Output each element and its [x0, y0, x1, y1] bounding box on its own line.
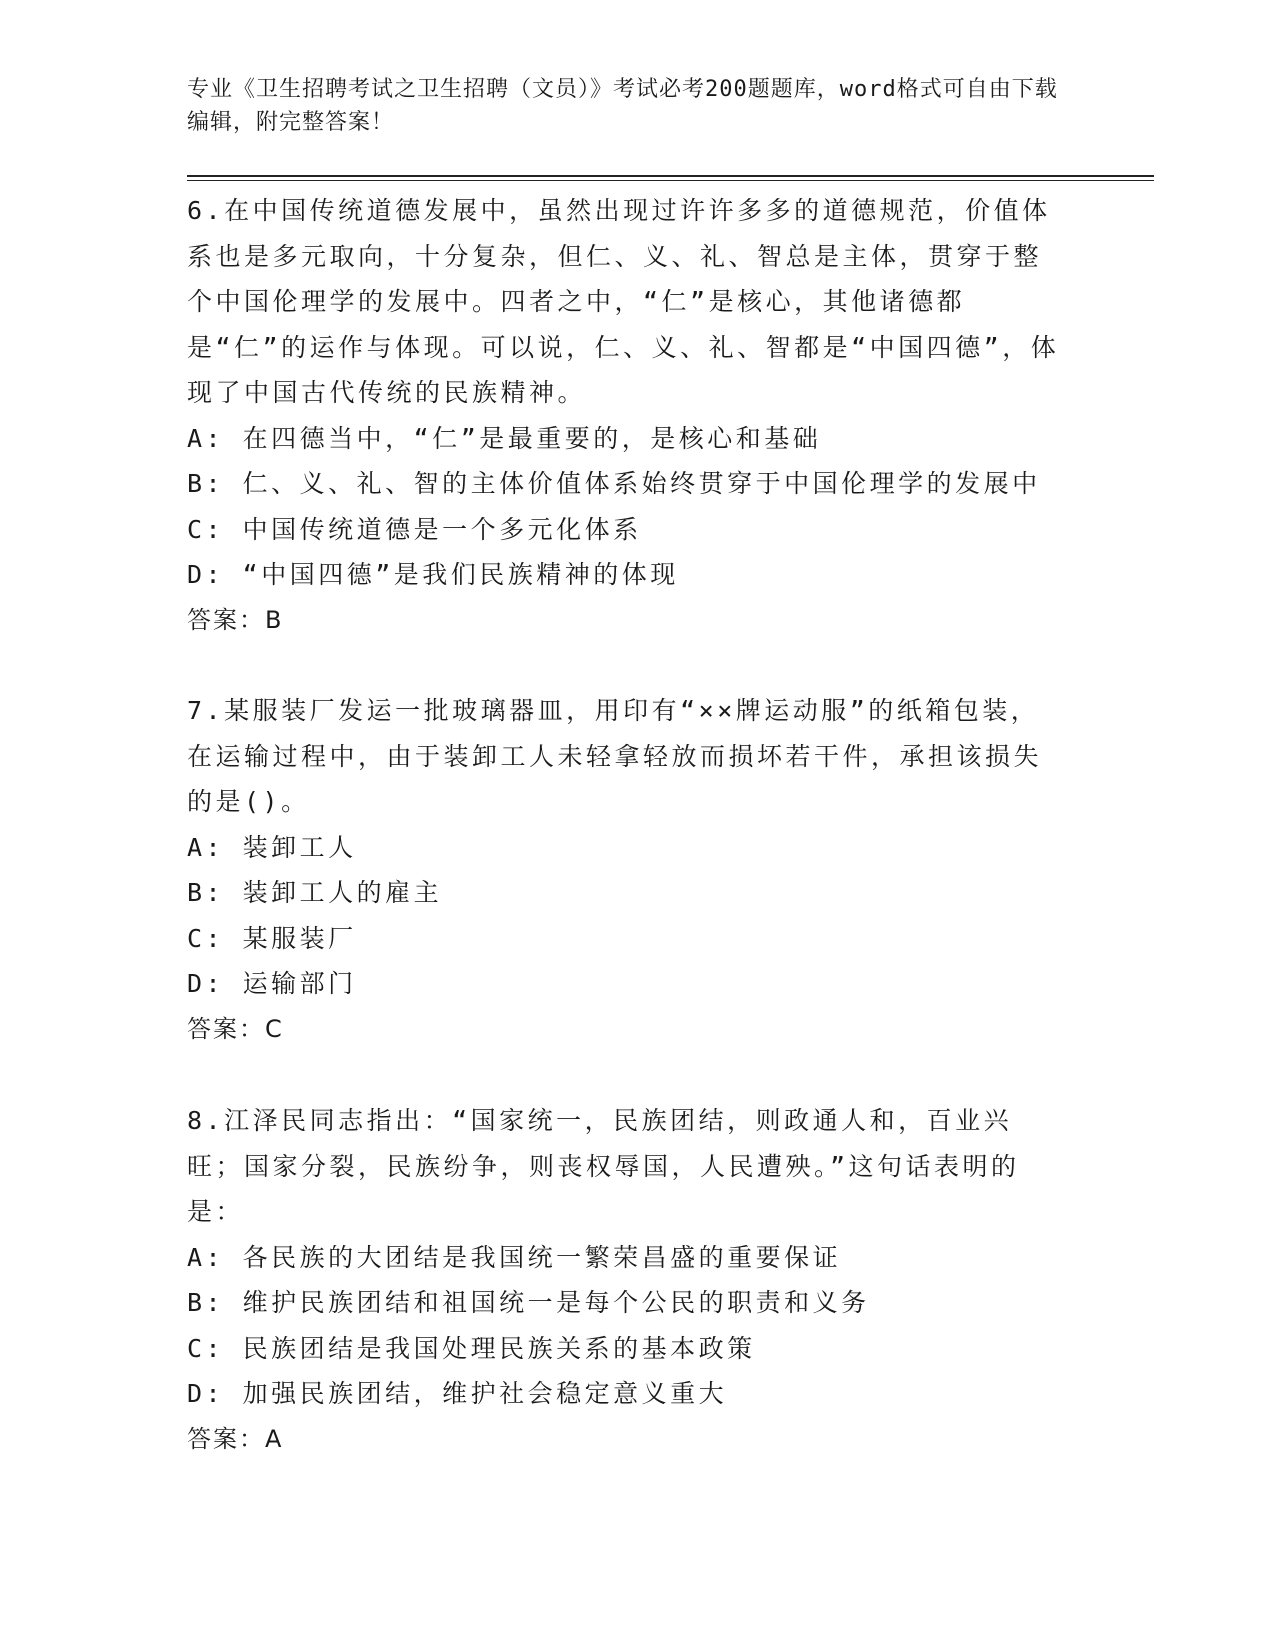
- question-8: [187, 1098, 1067, 1462]
- answer: 答案：C: [187, 1014, 284, 1043]
- option-b: B: 装卸工人的雇主: [187, 878, 443, 907]
- option-d: D: “中国四德”是我们民族精神的体现: [187, 560, 679, 589]
- document-header: 专业《卫生招聘考试之卫生招聘（文员）》考试必考200题题库，word格式可自由下载编辑，附完整答案！: [187, 77, 1058, 135]
- question-6: [187, 188, 1067, 643]
- option-a: A: 在四德当中，“仁”是最重要的，是核心和基础: [187, 423, 822, 453]
- option-c: C: 民族团结是我国处理民族关系的基本政策: [187, 1333, 756, 1363]
- option-b: B: 仁、义、礼、智的主体价值体系始终贯穿于中国伦理学的发展中: [187, 469, 1041, 498]
- question-stem: 8.江泽民同志指出：“国家统一，民族团结，则政通人和，百业兴旺；国家分裂，民族纷争，则丧权辱国，人民遭殃。”这句话表明的是：: [187, 1106, 1020, 1226]
- answer: 答案：B: [187, 605, 284, 634]
- option-b: B: 维护民族团结和祖国统一是每个公民的职责和义务: [187, 1288, 870, 1317]
- option-d: D: 运输部门: [187, 969, 357, 998]
- header-divider-thick: [187, 175, 1154, 177]
- answer: 答案：A: [187, 1424, 284, 1453]
- option-c: C: 中国传统道德是一个多元化体系: [187, 514, 642, 544]
- question-stem: 7.某服装厂发运一批玻璃器皿，用印有“××牌运动服”的纸箱包装，在运输过程中，由于装卸工人未轻拿轻放而损坏若干件，承担该损失的是()。: [187, 696, 1043, 816]
- question-7: [187, 688, 1067, 1052]
- question-stem: 6.在中国传统道德发展中，虽然出现过许许多多的道德规范，价值体系也是多元取向，十分复杂，但仁、义、礼、智总是主体，贯穿于整个中国伦理学的发展中。四者之中，“仁”是核心，其他诸德都是“仁”的运作与体现。可以说，仁、义、礼、智都是“中国四德”，体现了中国古代传统的民族精神。: [187, 196, 1060, 407]
- option-a: A: 各民族的大团结是我国统一繁荣昌盛的重要保证: [187, 1242, 842, 1272]
- option-a: A: 装卸工人: [187, 832, 357, 862]
- header-divider-thin: [187, 180, 1154, 181]
- option-d: D: 加强民族团结，维护社会稳定意义重大: [187, 1379, 728, 1408]
- option-c: C: 某服装厂: [187, 923, 357, 953]
